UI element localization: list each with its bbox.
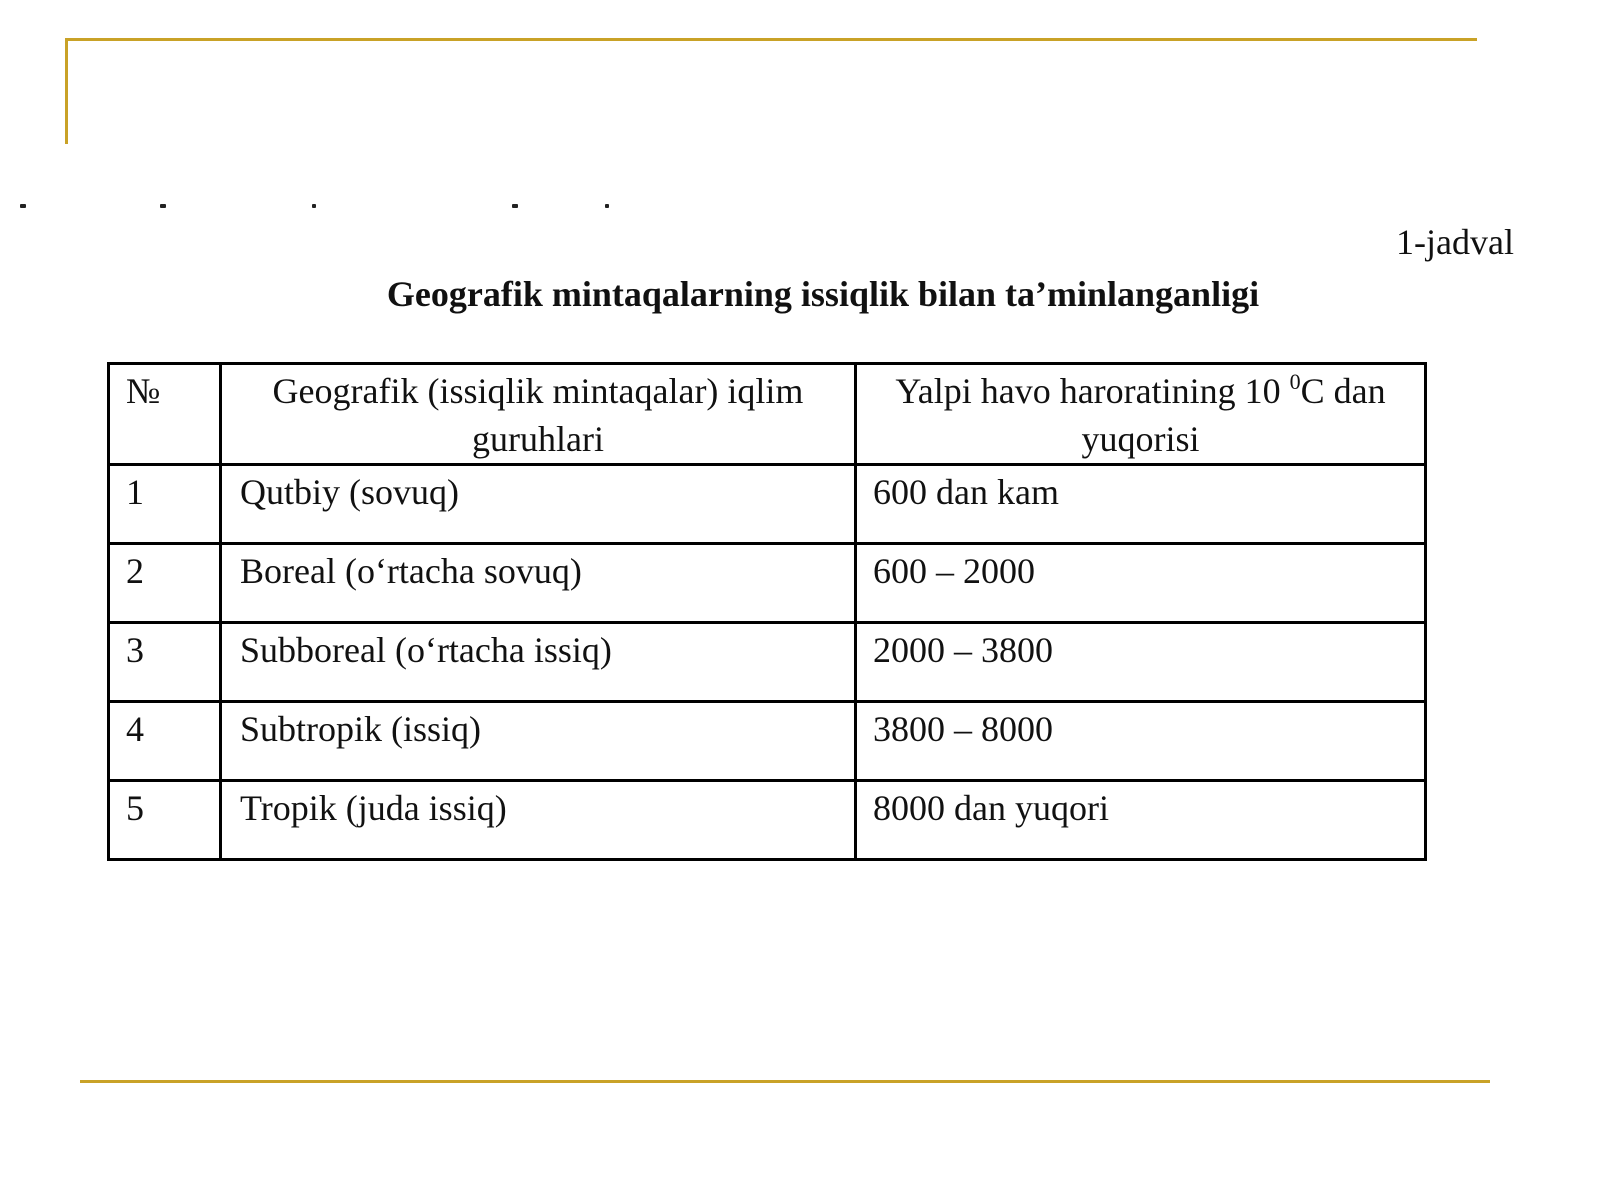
- table-number-label: 1-jadval: [1396, 222, 1514, 262]
- cropped-text-fragments: [20, 196, 620, 216]
- table-title: Geografik mintaqalarning issiqlik bilan ta’minlanganligi: [386, 274, 1260, 314]
- climate-groups-table: [107, 362, 1427, 861]
- header-temperature-sum: [856, 364, 1426, 465]
- left-decorative-rule: [65, 38, 68, 144]
- table-row: [109, 465, 1426, 544]
- header-degree-sup: 0: [1289, 369, 1301, 394]
- row-number: 3: [109, 623, 221, 702]
- row-number: 2: [109, 544, 221, 623]
- table-header-row: [109, 364, 1426, 465]
- row-temperature-sum: 2000 – 3800: [856, 623, 1426, 702]
- row-number: 1: [109, 465, 221, 544]
- table-row: [109, 781, 1426, 860]
- table-row: [109, 702, 1426, 781]
- row-number: 4: [109, 702, 221, 781]
- header-temperature-prefix: Yalpi havo haroratining 10: [895, 371, 1290, 411]
- top-decorative-rule: [65, 38, 1477, 41]
- bottom-decorative-rule: [80, 1080, 1490, 1083]
- header-temperature-suffix: C dan yuqorisi: [1081, 371, 1386, 459]
- header-climate-group: Geografik (issiqlik mintaqalar) iqlim guruhlari: [221, 364, 856, 465]
- row-climate-group: Subboreal (o‘rtacha issiq): [221, 623, 856, 702]
- table-row: [109, 544, 1426, 623]
- row-temperature-sum: 3800 – 8000: [856, 702, 1426, 781]
- row-temperature-sum: 8000 dan yuqori: [856, 781, 1426, 860]
- row-temperature-sum: 600 dan kam: [856, 465, 1426, 544]
- row-climate-group: Tropik (juda issiq): [221, 781, 856, 860]
- row-temperature-sum: 600 – 2000: [856, 544, 1426, 623]
- row-climate-group: Qutbiy (sovuq): [221, 465, 856, 544]
- table-row: [109, 623, 1426, 702]
- row-climate-group: Subtropik (issiq): [221, 702, 856, 781]
- row-climate-group: Boreal (o‘rtacha sovuq): [221, 544, 856, 623]
- row-number: 5: [109, 781, 221, 860]
- header-number: №: [109, 364, 221, 465]
